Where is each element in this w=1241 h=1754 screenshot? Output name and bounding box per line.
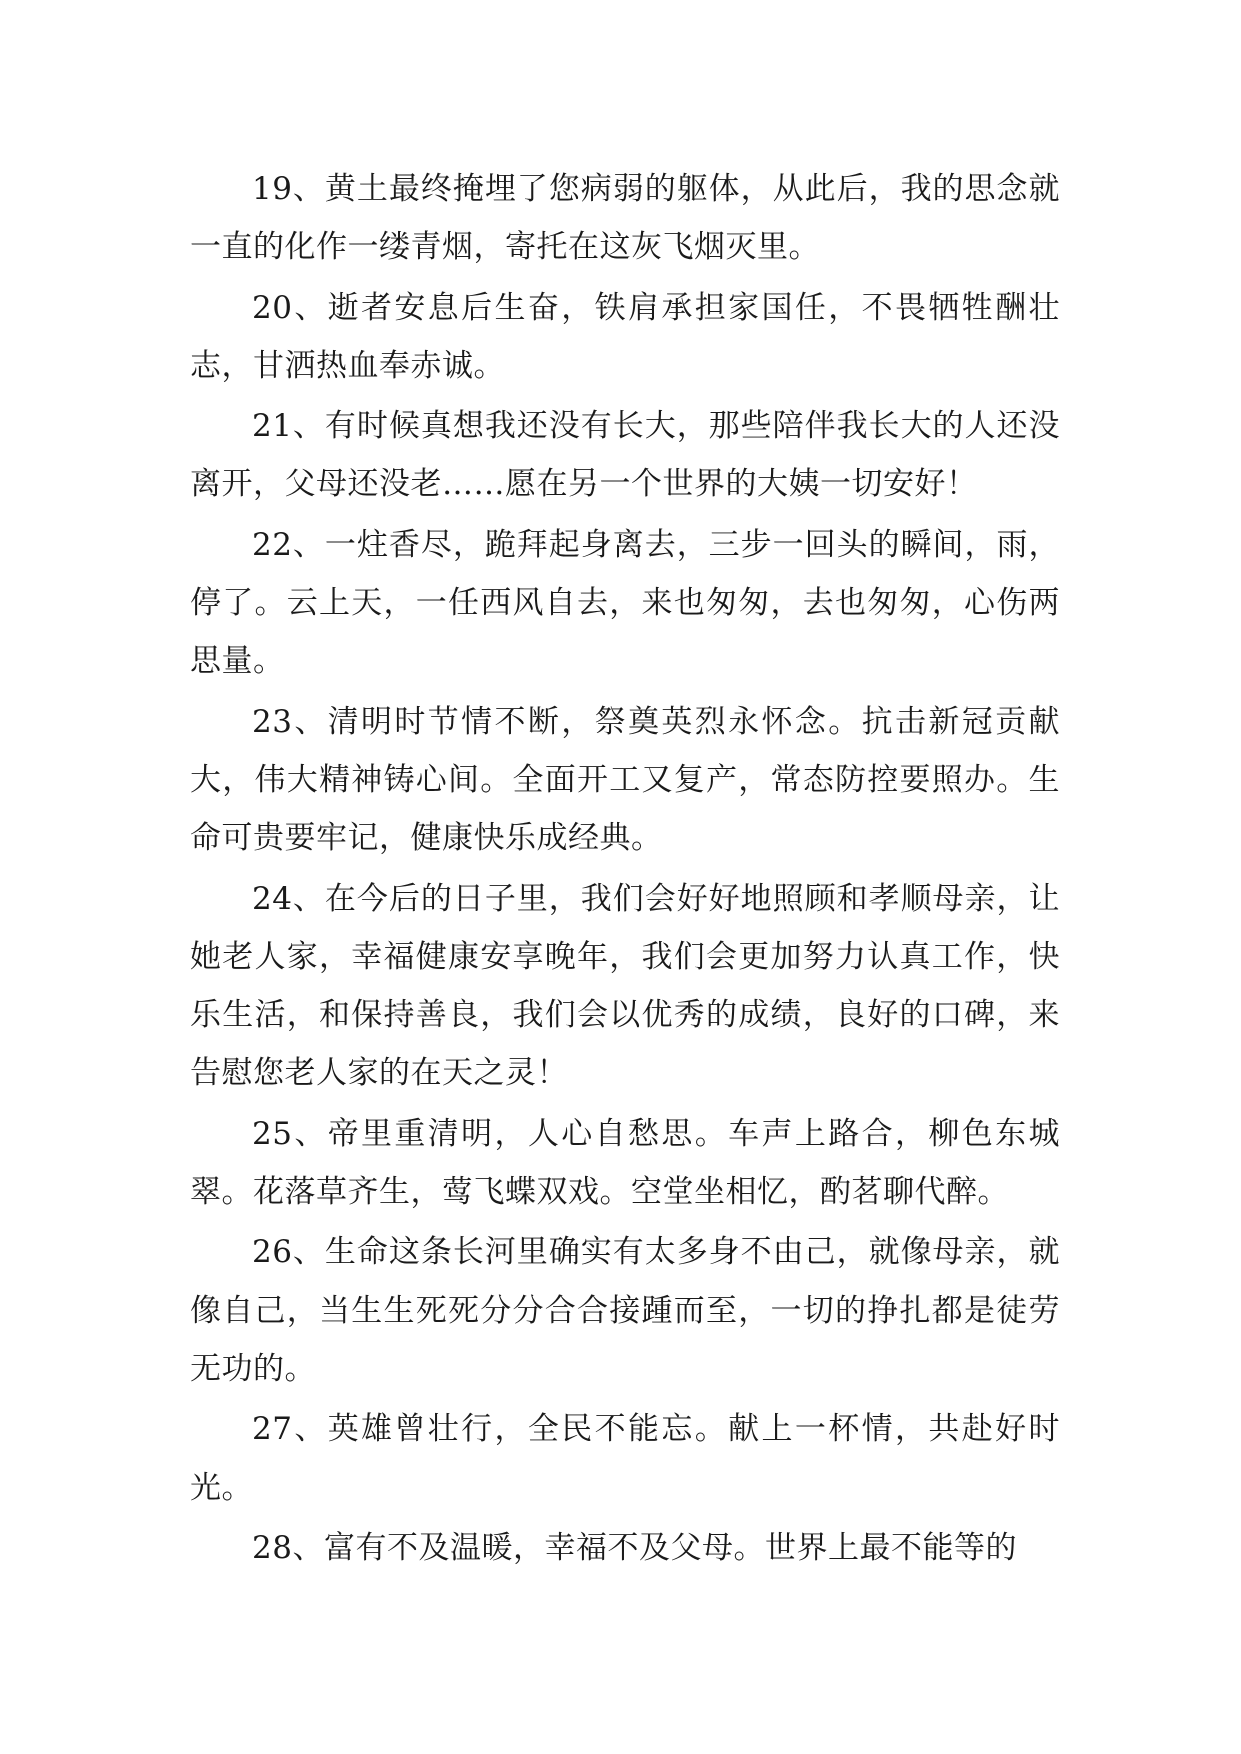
paragraph-20: 20、逝者安息后生奋，铁肩承担家国任，不畏牺牲酬壮志，甘洒热血奉赤诚。	[190, 289, 1060, 384]
paragraph-22: 22、一炷香尽，跪拜起身离去，三步一回头的瞬间，雨，停了。云上天，一任西风自去，来也匆匆，去也匆匆，心伤两思量。	[190, 526, 1060, 680]
paragraph-23: 23、清明时节情不断，祭奠英烈永怀念。抗击新冠贡献大，伟大精神铸心间。全面开工又复产，常态防控要照办。生命可贵要牢记，健康快乐成经典。	[190, 703, 1060, 857]
paragraph-19: 19、黄土最终掩埋了您病弱的躯体，从此后，我的思念就一直的化作一缕青烟，寄托在这灰飞烟灭里。	[190, 171, 1060, 266]
document-body	[190, 160, 1060, 1579]
paragraph-21: 21、有时候真想我还没有长大，那些陪伴我长大的人还没离开，父母还没老……愿在另一个世界的大姨一切安好！	[190, 408, 1060, 503]
paragraph-27: 27、英雄曾壮行，全民不能忘。献上一杯情，共赴好时光。	[190, 1411, 1060, 1506]
paragraph-25: 25、帝里重清明，人心自愁思。车声上路合，柳色东城翠。花落草齐生，莺飞蝶双戏。空堂坐相忆，酌茗聊代醉。	[190, 1115, 1060, 1211]
paragraph-24: 24、在今后的日子里，我们会好好地照顾和孝顺母亲，让她老人家，幸福健康安享晚年，我们会更加努力认真工作，快乐生活，和保持善良，我们会以优秀的成绩，良好的口碑，来告慰您老人家的在天之灵！	[190, 880, 1060, 1092]
paragraph-28: 28、富有不及温暖，幸福不及父母。世界上最不能等的	[252, 1529, 1017, 1566]
paragraph-26: 26、生命这条长河里确实有太多身不由己，就像母亲，就像自己，当生生死死分分合合接踵而至，一切的挣扎都是徒劳无功的。	[190, 1234, 1060, 1387]
